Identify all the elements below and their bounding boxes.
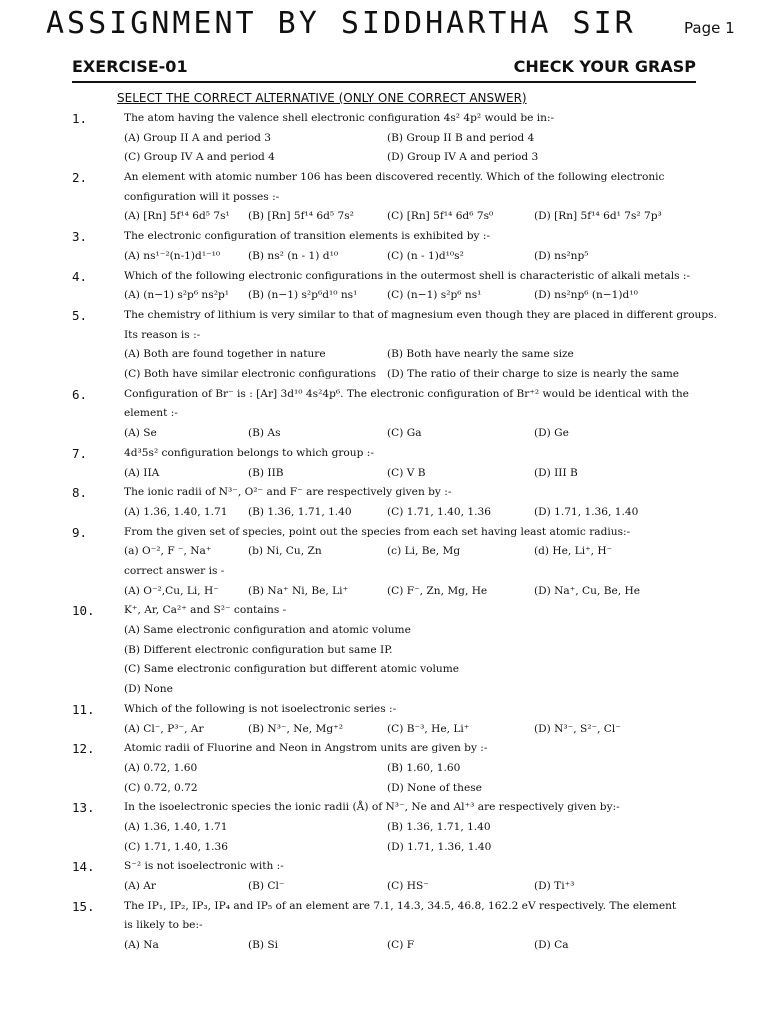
option-row	[124, 779, 699, 799]
option-b[interactable]: (B) (n−1) s²p⁶d¹⁰ ns¹	[248, 289, 358, 302]
option-c[interactable]: (C) [Rn] 5f¹⁴ 6d⁶ 7s⁰	[387, 210, 494, 223]
option-d[interactable]: (D) N³⁻, S²⁻, Cl⁻	[534, 722, 621, 735]
option-a[interactable]: (A) 1.36, 1.40, 1.71	[124, 821, 228, 833]
question-4	[0, 267, 768, 306]
question-text: Atomic radii of Fluorine and Neon in Angstrom units are given by :-	[124, 742, 488, 755]
question-2	[0, 168, 768, 227]
option-row	[124, 720, 699, 740]
option-row	[124, 542, 699, 562]
question-number: 11.	[72, 701, 95, 717]
option-d[interactable]: (D) Na⁺, Cu, Be, He	[534, 584, 640, 597]
question-body	[124, 109, 699, 168]
question-body	[124, 227, 699, 266]
option-row	[124, 582, 699, 602]
question-body	[124, 306, 717, 385]
option-c[interactable]: (C) 1.71, 1.40, 1.36	[387, 505, 491, 518]
question-3	[0, 227, 768, 266]
question-number: 6.	[72, 386, 88, 402]
option-b[interactable]: (B) Na⁺ Ni, Be, Li⁺	[248, 584, 349, 597]
question-text: The atom having the valence shell electronic configuration 4s² 4p² would be in:-	[124, 112, 555, 124]
question-text: The IP₁, IP₂, IP₃, IP₄ and IP₅ of an element are 7.1, 14.3, 34.5, 46.8, 162.2 eV respectively. The element	[124, 899, 677, 912]
question-11	[0, 700, 768, 739]
option-a[interactable]: (C) 0.72, 0.72	[124, 781, 198, 794]
option-row	[124, 759, 699, 779]
question-7	[0, 444, 768, 483]
option-c[interactable]: (C) HS⁻	[387, 880, 429, 893]
option-row	[124, 247, 699, 267]
option-b[interactable]: (B) 1.36, 1.71, 1.40	[248, 505, 352, 518]
question-9	[0, 523, 768, 602]
option-a[interactable]: (A) IIA	[124, 466, 160, 479]
option-a[interactable]: (A) O⁻²,Cu, Li, H⁻	[124, 584, 219, 597]
question-text: Which of the following electronic configurations in the outermost shell is characteristic of alkali metals :-	[124, 269, 691, 282]
question-number: 2.	[72, 170, 88, 186]
watermark	[296, 992, 300, 1005]
page-number: Page 1	[684, 19, 735, 37]
option-c[interactable]: (C) Ga	[387, 427, 422, 440]
option-a[interactable]: (a) O⁻², F ⁻, Na⁺	[124, 545, 212, 558]
option-d[interactable]: (D) [Rn] 5f¹⁴ 6d¹ 7s² 7p³	[534, 210, 662, 223]
question-number: 12.	[72, 741, 95, 757]
question-body	[124, 444, 699, 483]
option-b[interactable]: (B) Si	[248, 939, 279, 952]
question-number: 8.	[72, 485, 88, 501]
option-a[interactable]: (A) [Rn] 5f¹⁴ 6d⁵ 7s¹	[124, 210, 230, 223]
option-b[interactable]: (B) Both have nearly the same size	[387, 348, 574, 361]
question-body	[124, 601, 699, 699]
option-row	[124, 641, 699, 661]
option-a[interactable]: (A) Same electronic configuration and atomic volume	[124, 624, 411, 637]
option-c[interactable]: (C) (n - 1)d¹⁰s²	[387, 249, 464, 262]
option-a[interactable]: (A) Ar	[124, 880, 156, 893]
option-b[interactable]: (D) Group IV A and period 3	[387, 151, 539, 164]
question-8	[0, 483, 768, 522]
option-b[interactable]: (D) 1.71, 1.36, 1.40	[387, 840, 492, 853]
option-row	[124, 562, 699, 582]
option-b[interactable]: (B) IIB	[248, 466, 284, 479]
option-row	[124, 286, 699, 306]
question-text: K⁺, Ar, Ca²⁺ and S²⁻ contains -	[124, 604, 287, 617]
question-number: 9.	[72, 524, 88, 540]
option-row	[124, 464, 699, 484]
question-body	[124, 857, 699, 896]
question-body	[124, 385, 699, 444]
instruction-line: SELECT THE CORRECT ALTERNATIVE (ONLY ONE CORRECT ANSWER)	[117, 91, 527, 105]
option-a[interactable]: (B) Different electronic configuration but same IP.	[124, 643, 393, 656]
option-d[interactable]: (D) Ge	[534, 427, 569, 440]
question-13	[0, 798, 768, 857]
option-a[interactable]: (A) 0.72, 1.60	[124, 761, 198, 774]
option-b[interactable]: (B) As	[248, 427, 281, 440]
question-text: Its reason is :-	[124, 328, 201, 341]
question-text: configuration will it posses :-	[124, 190, 280, 203]
option-b[interactable]: (B) [Rn] 5f¹⁴ 6d⁵ 7s²	[248, 210, 354, 223]
option-b[interactable]: (B) Group II B and period 4	[387, 131, 535, 144]
question-text: The chemistry of lithium is very similar to that of magnesium even though they are placed in different groups.	[124, 308, 717, 321]
option-d[interactable]: (d) He, Li⁺, H⁻	[534, 545, 613, 558]
option-row	[124, 207, 699, 227]
option-a[interactable]: (C) Group IV A and period 4	[124, 151, 275, 164]
option-a[interactable]: (A) ns¹⁻²(n-1)d¹⁻¹⁰	[124, 249, 221, 262]
option-c[interactable]: (C) V B	[387, 466, 426, 479]
question-number: 3.	[72, 229, 88, 245]
option-d[interactable]: (D) ns²np⁶ (n−1)d¹⁰	[534, 289, 638, 302]
question-5	[0, 306, 768, 385]
option-b[interactable]: (B) 1.60, 1.60	[387, 761, 461, 774]
question-text: Configuration of Br⁻ is : [Ar] 3d¹⁰ 4s²4p⁶. The electronic configuration of Br⁺² would be identical with the	[124, 387, 689, 400]
option-row	[124, 936, 699, 956]
option-b[interactable]: (B) Cl⁻	[248, 880, 285, 893]
question-12	[0, 739, 768, 798]
heading-divider	[72, 81, 696, 83]
option-b[interactable]: (D) The ratio of their charge to size is nearly the same	[387, 368, 680, 381]
assignment-title: ASSIGNMENT BY SIDDHARTHA SIR	[46, 6, 636, 41]
option-a[interactable]: (A) Group II A and period 3	[124, 131, 271, 144]
option-a[interactable]: (C) Same electronic configuration but different atomic volume	[124, 663, 460, 676]
option-a[interactable]: (A) Both are found together in nature	[124, 348, 326, 361]
question-body	[124, 483, 699, 522]
option-row	[124, 680, 699, 700]
option-c[interactable]: (C) (n−1) s²p⁶ ns¹	[387, 289, 482, 302]
question-text: In the isoelectronic species the ionic radii (Å) of N³⁻, Ne and Al⁺³ are respectively given by:-	[124, 801, 620, 814]
option-a[interactable]: (A) (n−1) s²p⁶ ns²p¹	[124, 289, 229, 302]
question-number: 4.	[72, 268, 88, 284]
question-body	[124, 897, 699, 956]
question-number: 1.	[72, 111, 88, 126]
question-text: Which of the following is not isoelectronic series :-	[124, 702, 397, 715]
option-a[interactable]: (C) Both have similar electronic configurations	[124, 368, 377, 381]
option-b[interactable]: (b) Ni, Cu, Zn	[248, 545, 322, 558]
option-c[interactable]: (c) Li, Be, Mg	[387, 545, 461, 558]
option-row	[124, 877, 699, 897]
question-text: S⁻² is not isoelectronic with :-	[124, 860, 284, 873]
option-row	[124, 838, 699, 858]
exercise-heading: EXERCISE-01	[72, 57, 188, 76]
option-d[interactable]: (D) Ti⁺³	[534, 880, 575, 893]
question-1	[0, 109, 768, 168]
question-number: 14.	[72, 859, 95, 875]
option-b[interactable]: (D) None of these	[387, 781, 482, 794]
question-10	[0, 601, 768, 699]
option-b[interactable]: (B) ns² (n - 1) d¹⁰	[248, 249, 339, 262]
option-a[interactable]: correct answer is -	[124, 565, 225, 577]
option-d[interactable]: (D) 1.71, 1.36, 1.40	[534, 505, 639, 518]
question-body	[124, 523, 699, 602]
question-number: 5.	[72, 307, 88, 323]
option-d[interactable]: (D) ns²np⁵	[534, 249, 589, 262]
option-row	[124, 148, 699, 168]
question-text: An element with atomic number 106 has been discovered recently. Which of the following electronic	[124, 171, 665, 184]
option-row	[124, 660, 699, 680]
option-a[interactable]: (A) Cl⁻, P³⁻, Ar	[124, 722, 204, 735]
question-text: is likely to be:-	[124, 919, 203, 932]
question-text: The ionic radii of N³⁻, O²⁻ and F⁻ are respectively given by :-	[124, 486, 452, 499]
option-row	[124, 345, 699, 365]
question-number: 15.	[72, 898, 95, 914]
option-a[interactable]: (D) None	[124, 683, 173, 696]
question-body	[124, 168, 699, 227]
option-row	[124, 503, 699, 523]
question-body	[124, 739, 699, 798]
option-a[interactable]: (A) 1.36, 1.40, 1.71	[124, 505, 228, 518]
question-number: 7.	[72, 445, 88, 461]
question-body	[124, 700, 699, 739]
question-14	[0, 857, 768, 896]
question-list	[0, 109, 768, 956]
option-a[interactable]: (A) Se	[124, 427, 157, 440]
option-a[interactable]: (C) 1.71, 1.40, 1.36	[124, 840, 228, 853]
question-text: From the given set of species, point out the species from each set having least atomic radius:-	[124, 525, 631, 538]
question-6	[0, 385, 768, 444]
option-c[interactable]: (C) F	[387, 939, 415, 952]
option-d[interactable]: (D) Ca	[534, 939, 569, 952]
option-c[interactable]: (C) B⁻³, He, Li⁺	[387, 722, 470, 735]
question-15	[0, 897, 768, 956]
option-d[interactable]: (D) III B	[534, 466, 578, 479]
option-row	[124, 365, 699, 385]
question-body	[124, 798, 699, 857]
option-row	[124, 818, 699, 838]
question-body	[124, 267, 699, 306]
question-number: 10.	[72, 603, 95, 619]
option-b[interactable]: (B) N³⁻, Ne, Mg⁺²	[248, 722, 344, 735]
question-text: 4d³5s² configuration belongs to which group :-	[124, 446, 374, 459]
question-number: 13.	[72, 800, 95, 816]
option-row	[124, 621, 699, 641]
option-c[interactable]: (C) F⁻, Zn, Mg, He	[387, 584, 488, 597]
question-text: element :-	[124, 407, 178, 420]
section-heading: CHECK YOUR GRASP	[513, 57, 696, 76]
option-row	[124, 424, 699, 444]
option-a[interactable]: (A) Na	[124, 939, 159, 952]
option-b[interactable]: (B) 1.36, 1.71, 1.40	[387, 821, 491, 833]
question-text: The electronic configuration of transition elements is exhibited by :-	[124, 230, 491, 243]
option-row	[124, 129, 699, 149]
